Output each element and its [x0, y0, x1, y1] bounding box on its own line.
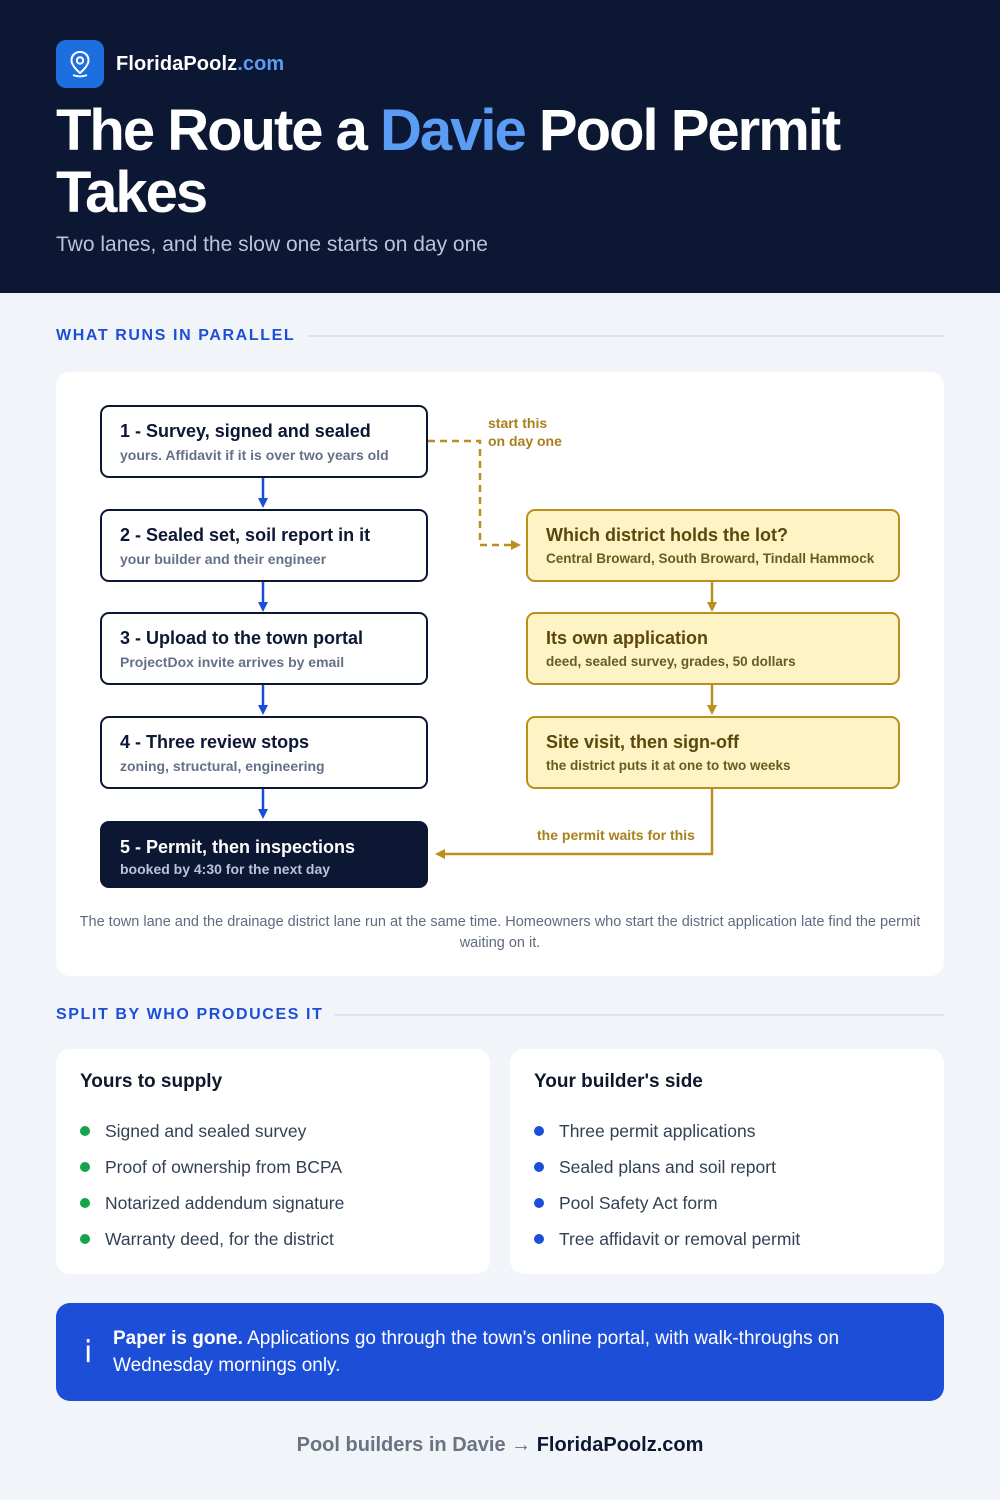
brand-name: FloridaPoolz.com [116, 52, 285, 75]
district-step-3: Site visit, then sign-off the district puts it at one to two weeks [526, 716, 900, 789]
section-heading-parallel: WHAT RUNS IN PARALLEL [56, 327, 944, 345]
list-item: Proof of ownership from BCPA [80, 1149, 344, 1185]
bullet-dot-icon [80, 1126, 90, 1136]
bullet-dot-icon [534, 1126, 544, 1136]
list-item: Warranty deed, for the district [80, 1221, 344, 1257]
bullet-dot-icon [80, 1234, 90, 1244]
district-step-2: Its own application deed, sealed survey, grades, 50 dollars [526, 612, 900, 685]
list-item: Sealed plans and soil report [534, 1149, 800, 1185]
flow-note: The town lane and the drainage district lane run at the same time. Homeowners who start the district application late find the permit waiting on it. [79, 914, 921, 951]
yours-list [80, 1113, 344, 1257]
district-step-1: Which district holds the lot? Central Broward, South Broward, Tindall Hammock [526, 509, 900, 582]
town-step-5-permit: 5 - Permit, then inspections booked by 4:30 for the next day [100, 821, 428, 888]
bullet-dot-icon [534, 1234, 544, 1244]
divider [307, 335, 944, 337]
title-highlight: Davie [380, 98, 525, 163]
footer-link[interactable]: FloridaPoolz.com [536, 1434, 704, 1456]
yours-to-supply-card [56, 1049, 490, 1274]
bullet-dot-icon [534, 1198, 544, 1208]
town-step-4: 4 - Three review stops zoning, structural, engineering [100, 716, 428, 789]
dashed-arrow-to-district [428, 441, 516, 545]
permit-waits-label: the permit waits for this [537, 827, 695, 843]
list-item: Pool Safety Act form [534, 1185, 800, 1221]
town-step-3: 3 - Upload to the town portal ProjectDox invite arrives by email [100, 612, 428, 685]
page-subtitle: Two lanes, and the slow one starts on day one [56, 233, 488, 256]
card-title: Yours to supply [80, 1071, 223, 1092]
arrow-district-to-permit [440, 789, 712, 854]
list-item: Signed and sealed survey [80, 1113, 344, 1149]
info-icon: i [84, 1335, 93, 1370]
list-item: Tree affidavit or removal permit [534, 1221, 800, 1257]
bullet-dot-icon [80, 1162, 90, 1172]
hero-header [0, 0, 1000, 293]
bullet-dot-icon [534, 1162, 544, 1172]
footer: Pool builders in Davie → FloridaPoolz.com [296, 1434, 704, 1456]
list-item: Three permit applications [534, 1113, 800, 1149]
page-title: The Route a Davie Pool Permit Takes [56, 98, 840, 225]
section-heading-split: SPLIT BY WHO PRODUCES IT [56, 1006, 944, 1024]
start-day-one-label: start this on day one [488, 415, 562, 449]
map-pin-logo-icon [56, 40, 104, 88]
divider [335, 1014, 944, 1016]
builder-list [534, 1113, 800, 1257]
card-title: Your builder's side [534, 1071, 703, 1092]
brand[interactable] [56, 40, 284, 88]
town-step-1: 1 - Survey, signed and sealed yours. Affidavit if it is over two years old [100, 405, 428, 478]
town-step-2: 2 - Sealed set, soil report in it your builder and their engineer [100, 509, 428, 582]
info-banner [56, 1303, 944, 1401]
banner-text: Paper is gone. Applications go through the town's online portal, with walk-throughs on Wednesday mornings only. [113, 1328, 840, 1376]
flow-diagram-card [56, 372, 944, 976]
list-item: Notarized addendum signature [80, 1185, 344, 1221]
bullet-dot-icon [80, 1198, 90, 1208]
builder-side-card [510, 1049, 944, 1274]
